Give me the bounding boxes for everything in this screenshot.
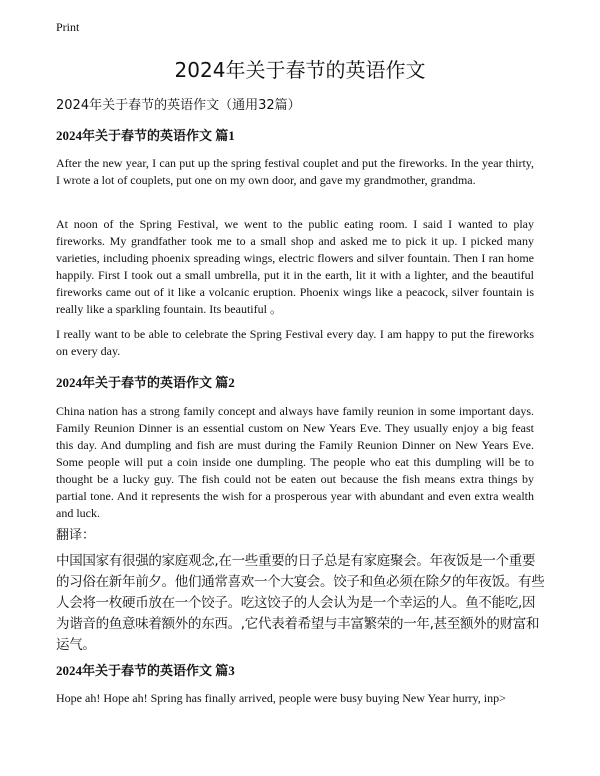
section-3-paragraph-1: Hope ah! Hope ah! Spring has finally arrived, people were busy buying New Year hurry, inp> [56, 691, 506, 705]
document-subtitle: 2024年关于春节的英语作文（通用32篇） [56, 98, 301, 113]
section-1-paragraph-3: I really want to be able to celebrate the Spring Festival every day. I am happy to put the fireworks on every day. [56, 327, 534, 358]
section-2-paragraph-1: China nation has a strong family concept and always have family reunion in some important days. Family Reunion Dinner is an essential custom on New Years Eve. They usually enjoy a big feast this day. And dumpling and fish are must during the Family Reunion Dinner on New Years Eve. Some people will put a coin inside one dumpling. The people who eat this dumpling will be to thought be a lucky guy. The fish could not be eaten out because the fish means extra things by partial tone. And it represents the wish for a prosperous year with abundant and even extra wealth and luck. [56, 404, 534, 520]
print-link[interactable]: Print [56, 20, 80, 34]
section-heading-1: 2024年关于春节的英语作文 篇1 [56, 128, 235, 143]
translation-label: 翻译： [56, 528, 96, 543]
translation-text: 中国国家有很强的家庭观念,在一些重要的日子总是有家庭聚会。年夜饭是一个重要的习俗在新年前夕。他们通常喜欢一个大宴会。饺子和鱼必须在除夕的年夜饭。有些人会将一枚硬币放在一个饺子。吃这饺子的人会认为是一个幸运的人。鱼不能吃,因为谐音的鱼意味着额外的东西。,它代表着希望与丰富繁荣的一年,甚至额外的财富和运气。 [56, 553, 545, 653]
section-1-paragraph-2: At noon of the Spring Festival, we went to the public eating room. I said I wanted to play fireworks. My grandfather took me to a small shop and asked me to pick it up. I picked many varieties, including phoenix spreading wings, electric flowers and silver fountain. Then I ran home happily. First I took out a small umbrella, put it in the earth, lit it with a lighter, and the beautiful fireworks came out of it like a volcanic eruption. Phoenix wings like a peacock, silver fountain is really like a sparkling fountain. Its beautiful 。 [56, 217, 534, 316]
section-1-paragraph-1: After the new year, I can put up the spring festival couplet and put the fireworks. In the year thirty, I wrote a lot of couplets, put one on my own door, and gave my grandmother, grandma. [56, 156, 534, 187]
page-title: 2024年关于春节的英语作文 [174, 58, 426, 82]
section-heading-2: 2024年关于春节的英语作文 篇2 [56, 375, 235, 390]
section-heading-3: 2024年关于春节的英语作文 篇3 [56, 663, 235, 678]
